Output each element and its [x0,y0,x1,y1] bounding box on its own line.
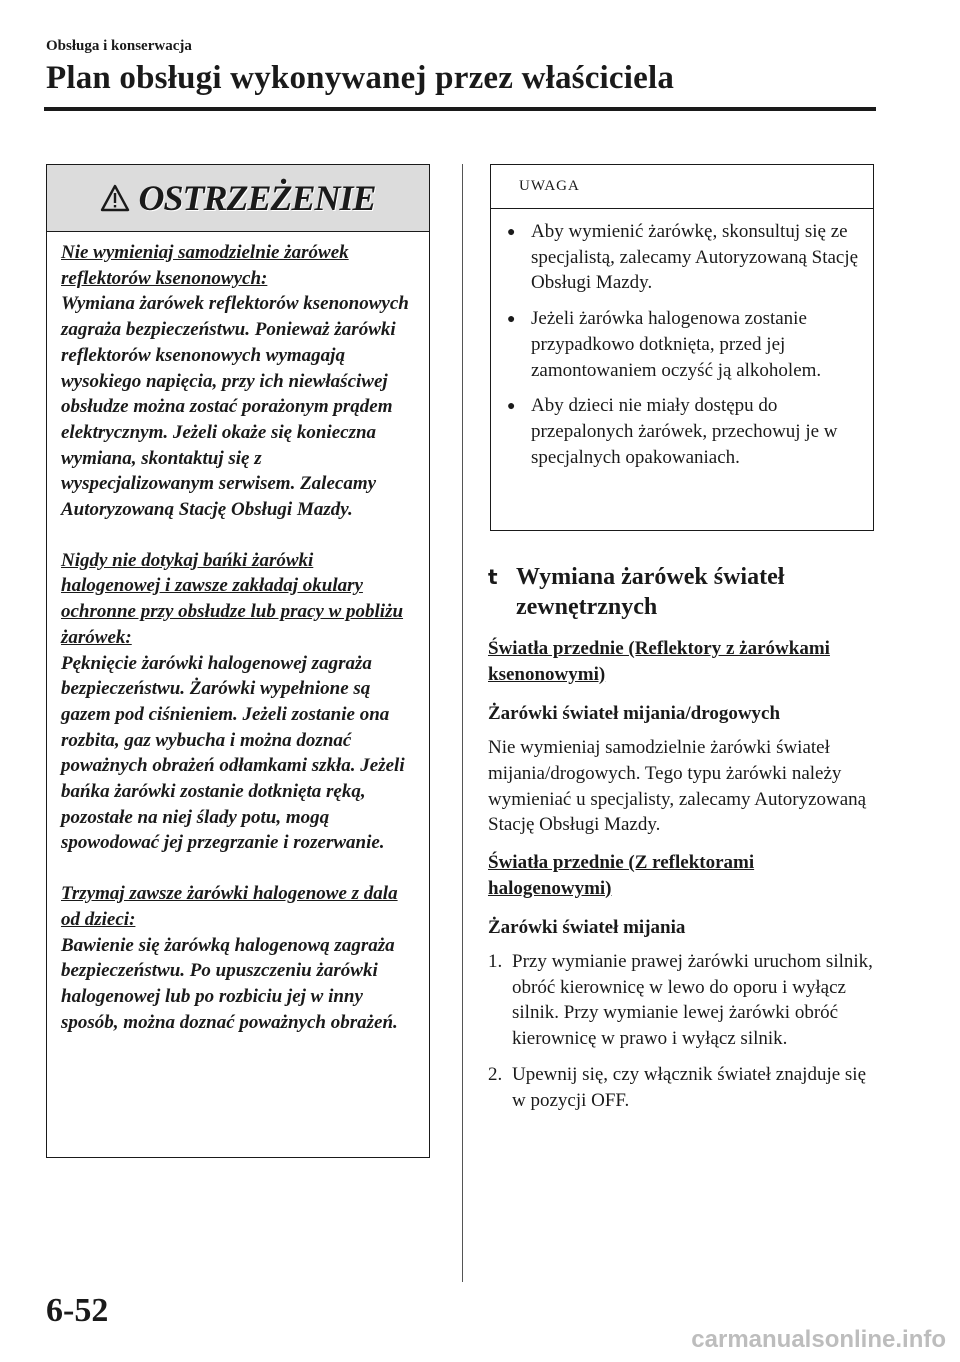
warning-body [47,232,429,1035]
column-divider [462,164,463,1282]
step-item [488,949,878,1052]
warning-block [61,548,415,856]
note-title: UWAGA [491,165,873,209]
step-text: Upewnij się, czy włącznik świateł znajduje się w pozycji OFF. [512,1063,867,1111]
page-title: Plan obsługi wykonywanej przez właściciela [46,60,675,96]
step-item [488,1062,878,1113]
note-item-text: Jeżeli żarówka halogenowa zostanie przypadkowo dotknięta, przed jej zamontowaniem oczyść ją alkoholem. [531,308,822,381]
warning-block [61,881,415,1035]
note-body [491,209,873,470]
warning-title: OSTRZEŻENIE [138,178,376,218]
warning-block-text: Bawienie się żarówką halogenową zagraża bezpieczeństwu. Po upuszczeniu żarówki halogenowej lub po rozbiciu jej w inny sposób, można doznać poważnych obrażeń. [61,934,398,1033]
subsection-heading: Żarówki świateł mijania [488,917,686,939]
warning-block-heading: Trzymaj zawsze żarówki halogenowe z dala od dzieci: [61,883,398,930]
step-number: 2. [488,1063,503,1085]
heading-marker-icon: t [488,565,498,589]
page-number: 6-52 [46,1292,109,1329]
note-item-text: Aby wymienić żarówkę, skonsultuj się ze specjalistą, zalecamy Autoryzowaną Stację Obsługi Mazdy. [531,221,859,294]
title-rule [44,107,876,111]
warning-block-text: Pęknięcie żarówki halogenowej zagraża bezpieczeństwu. Żarówki wypełnione są gazem pod ciśnieniem. Jeżeli zostanie ona rozbita, gaz wybucha i można doznać poważnych obrażeń odłamkami szkła. Jeżeli bańka żarówki zostanie dotknięta ręką, pozostałe na niej ślady potu, mogą spowodować jej przegrzanie i rozerwanie. [61,652,405,854]
section-heading [488,562,878,622]
watermark: carmanualsonline.info [691,1326,946,1353]
subsection-heading: Żarówki świateł mijania/drogowych [488,703,781,725]
warning-triangle-icon [100,184,130,212]
warning-block [61,240,415,523]
step-text: Przy wymianie prawej żarówki uruchom silnik, obróć kierownicę w lewo do oporu i wyłącz silnik. Przy wymianie lewej żarówki obróć kierownicę w prawo i wyłącz silnik. [512,951,873,1050]
warning-block-text: Wymiana żarówek reflektorów ksenonowych zagraża bezpieczeństwu. Ponieważ żarówki reflektorów ksenonowych wymagają wysokiego napięcia, przy ich niewłaściwej obsłudze można zostać porażonym prądem elektrycznym. Jeżeli okaże się konieczna wymiana, skontaktuj się z wyspecjalizowanym serwisem. Zalecamy Autoryzowaną Stację Obsługi Mazdy. [61,293,409,521]
note-item [507,306,859,383]
note-box [490,164,874,531]
subsection-title: Światła przednie (Reflektory z żarówkami ksenonowymi) [488,638,830,685]
paragraph: Nie wymieniaj samodzielnie żarówki świateł mijania/drogowych. Tego typu żarówki należy wymieniać u specjalisty, zalecamy Autoryzowaną Stację Obsługi Mazdy. [488,737,867,836]
warning-header [47,165,429,232]
bullet-icon: ● [507,399,516,415]
warning-block-heading: Nie wymieniaj samodzielnie żarówek reflektorów ksenonowych: [61,242,349,289]
bullet-icon: ● [507,225,516,240]
section-label: Obsługa i konserwacja [46,38,192,54]
warning-block-heading: Nigdy nie dotykaj bańki żarówki halogenowej i zawsze zakładaj okulary ochronne przy obsłudze lub pracy w pobliżu żarówek: [61,549,404,648]
warning-box [46,164,430,1158]
subsection-title: Światła przednie (Z reflektorami halogenowymi) [488,851,755,899]
step-number: 1. [488,951,503,973]
main-content [488,562,878,1123]
note-item-text: Aby dzieci nie miały dostępu do przepalonych żarówek, przechowuj je w specjalnych opakowaniach. [531,395,838,468]
bullet-icon: ● [507,312,516,328]
note-item [507,219,859,296]
note-item [507,393,859,470]
section-heading-text: Wymiana żarówek świateł zewnętrznych [516,564,785,620]
